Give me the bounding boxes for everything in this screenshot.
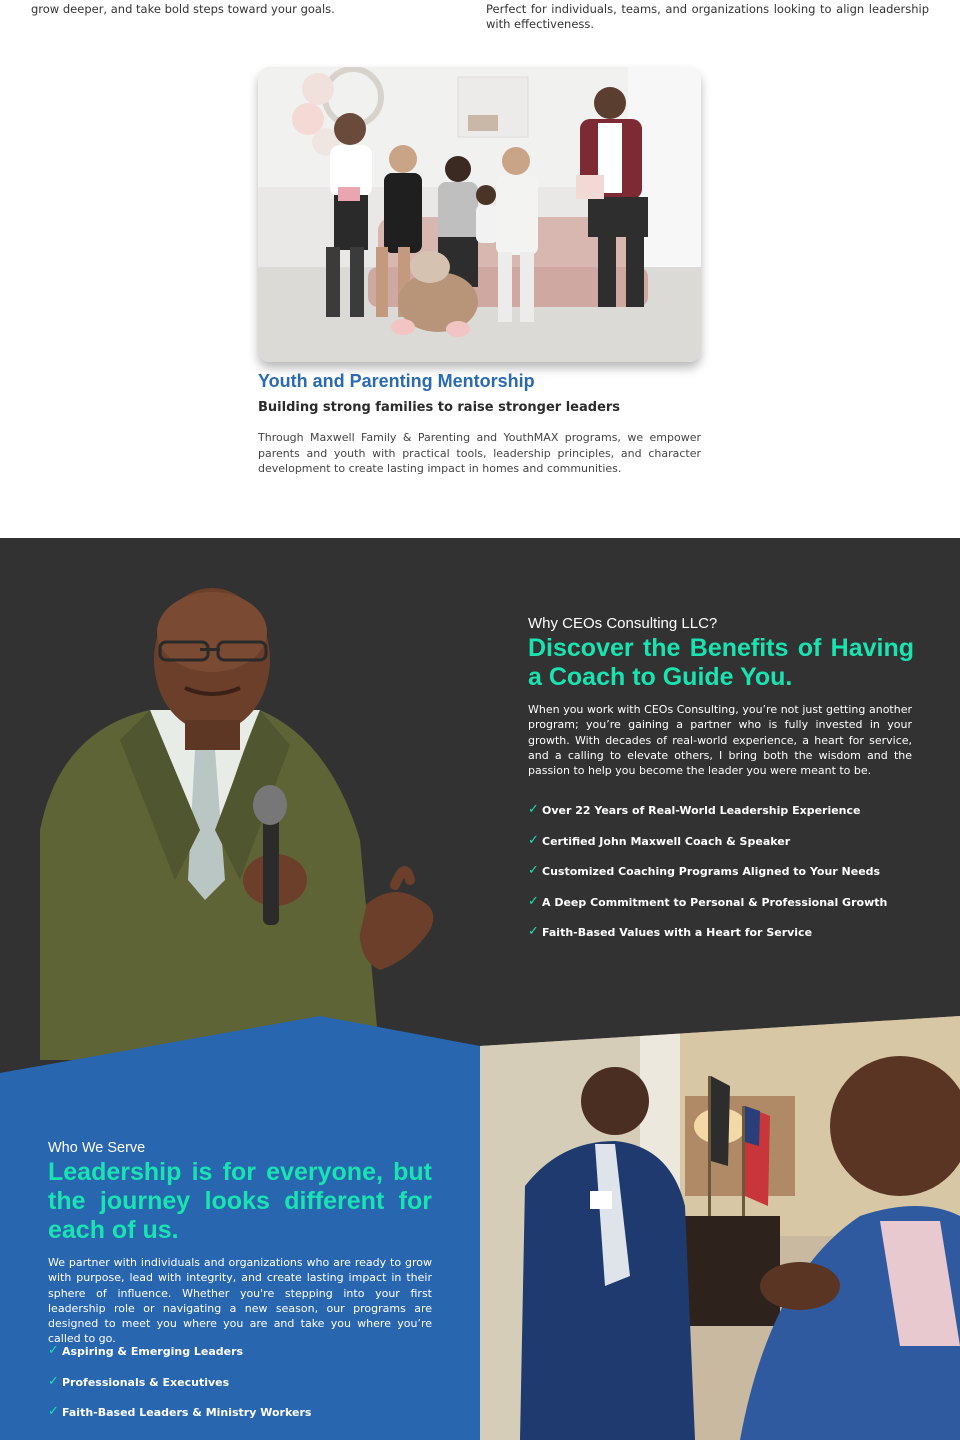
family-photo — [258, 67, 701, 362]
checkmark-icon: ✓ — [48, 1373, 59, 1389]
youth-mentorship-subtitle: Building strong families to raise stronger leaders — [258, 400, 621, 415]
checkmark-icon: ✓ — [48, 1343, 59, 1358]
meeting-photo — [480, 1016, 960, 1440]
why-kicker: Why CEOs Consulting LLC? — [528, 615, 718, 632]
checkmark-icon: ✓ — [528, 924, 539, 940]
checkmark-icon: ✓ — [528, 802, 539, 817]
list-item: ✓ Professionals & Executives — [48, 1373, 230, 1389]
who-description: We partner with individuals and organizations who are ready to grow with purpose, lead with integrity, and create lasting impact in their sphere of influence. Whether you're stepping into your first leadership role or navigating a new season, our programs are designed to meet you where you are and take you where you’re called to go. — [48, 1256, 432, 1346]
youth-mentorship-description: Through Maxwell Family & Parenting and YouthMAX programs, we empower parents and youth with practical tools, leadership principles, and character development to create lasting impact in homes and communities. — [258, 431, 701, 475]
checkmark-icon: ✓ — [528, 832, 539, 848]
list-item: ✓ Aspiring & Emerging Leaders — [48, 1343, 244, 1358]
prev-card-text-right: Perfect for individuals, teams, and organizations looking to align leadership with effectiveness. — [486, 2, 929, 31]
speaker-photo — [0, 580, 480, 1060]
youth-mentorship-title: Youth and Parenting Mentorship — [258, 371, 535, 391]
list-item: ✓ Over 22 Years of Real-World Leadership Experience — [528, 802, 861, 817]
list-item: ✓ Faith-Based Leaders & Ministry Workers — [48, 1404, 312, 1420]
prev-card-text-left: grow deeper, and take bold steps toward your goals. — [31, 2, 335, 16]
benefits-list — [528, 804, 887, 957]
checkmark-icon: ✓ — [528, 893, 539, 909]
why-description: When you work with CEOs Consulting, you’re not just getting another program; you’re gaining a partner who is fully invested in your growth. With decades of real-world experience, a heart for service, and a calling to elevate others, I bring both the wisdom and the passion to help you become the leader you were meant to be. — [528, 703, 912, 778]
list-item: ✓ A Deep Commitment to Personal & Professional Growth — [528, 893, 888, 909]
list-item: ✓ Customized Coaching Programs Aligned to Your Needs — [528, 863, 881, 879]
who-kicker: Who We Serve — [48, 1140, 146, 1156]
list-item: ✓ Certified John Maxwell Coach & Speaker — [528, 832, 791, 848]
checkmark-icon: ✓ — [48, 1404, 59, 1420]
why-heading: Discover the Benefits of Having a Coach to Guide You. — [528, 634, 914, 691]
who-heading: Leadership is for everyone, but the journey looks different for each of us. — [48, 1158, 432, 1244]
list-item: ✓ Faith-Based Values with a Heart for Service — [528, 924, 813, 940]
audience-list — [48, 1345, 311, 1437]
checkmark-icon: ✓ — [528, 863, 539, 879]
